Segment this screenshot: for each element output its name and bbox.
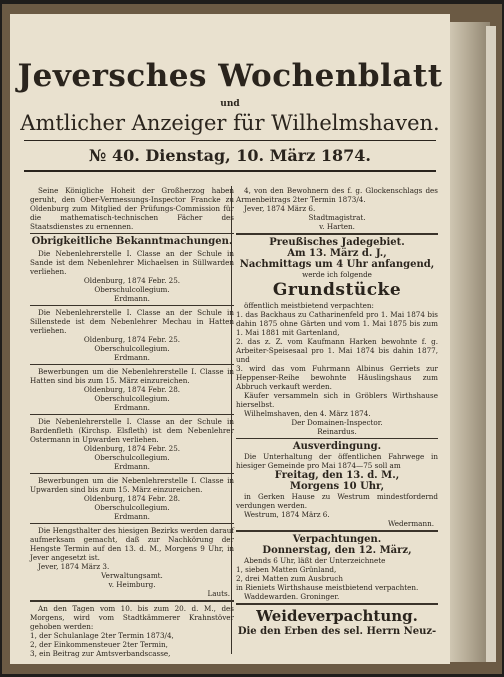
text-line: Erdmann. [114,512,150,521]
paragraph: in Gerken Hause zu Westrum mindestfordernd verdungen werden. [236,492,438,510]
heading: Morgens 10 Uhr, [289,481,385,492]
text-line: v. Heimburg. [108,580,156,589]
text-line: Verwaltungsamt. [101,571,163,580]
paragraph: 4, von den Bewohnern des f. g. Glockenschlags des Armenbeitrags 2ter Termin 1873/4. [236,186,438,204]
text-line: Erdmann. [114,462,150,471]
paragraph: Seine Königliche Hoheit der Großherzog haben geruht, den Ober-Vermessungs-Inspector Francke zu Oldenburg zum Mitglied der Prüfungs-Commission für die mathematisch-technischen Fächer des Staatsdienstes zu ernennen. [30,186,234,231]
text-line: werde ich folgende [302,270,372,279]
heading: Donnerstag, den 12. März, [262,545,412,556]
text-line: Erdmann. [114,294,150,303]
text-line: Oldenburg, 1874 Febr. 28. [83,385,181,394]
paragraph: Die Nebenlehrerstelle I. Classe an der Schule in Sande ist dem Nebenlehrer Michaelsen in Süllwarden verliehen. [30,249,234,276]
paragraph: Die Hengsthalter des hiesigen Bezirks werden darauf aufmerksam gemacht, daß zur Nachkörung der Hengste Termin auf den 13. d. M., Morgens 9 Uhr, in Jever angesetzt ist. [30,526,234,562]
text-line: v. Harten. [319,222,355,231]
masthead-und: und [220,99,240,109]
paragraph: An den Tagen vom 10. bis zum 20. d. M., des Morgens, wird vom Stadtkämmerer Krahnstöver gehoben werden: 1, der Schulanlage 2ter Termin 1873/4, 2, der Einkommensteuer 2ter Termin, 3, ein Beitrag zur Amtsverbandscasse, [30,604,234,658]
paragraph: Die Unterhaltung der öffentlichen Fahrwege in hiesiger Gemeinde pro Mai 1874—75 soll am [236,452,438,470]
text-line: Erdmann. [114,403,150,412]
section-divider [236,438,438,439]
text-line: Oldenburg, 1874 Febr. 25. [83,335,181,344]
text-line: Oldenburg, 1874 Febr. 28. [83,494,181,503]
text-line: Oberschulcollegium. [94,285,170,294]
paragraph: Die Nebenlehrerstelle I. Classe an der Schule in Sillenstede ist dem Nebenlehrer Mechau in Hatten verliehen. [30,308,234,335]
text-line: Der Domainen-Inspector. [291,418,383,427]
text-line: Oberschulcollegium. [94,344,170,353]
text-line: Oberschulcollegium. [94,453,170,462]
paragraph: Bewerbungen um die Nebenlehrerstelle I. Classe in Upwarden sind bis zum 15. März einzureichen. [30,476,234,494]
heading: Ausverdingung. [292,441,382,452]
masthead-title: Jeversches Wochenblatt [17,58,443,94]
section-divider [30,305,234,306]
heading: Nachmittags um 4 Uhr anfangend, [239,259,435,270]
section-divider [30,600,234,602]
newspaper-page [10,14,450,664]
section-divider [236,603,438,605]
masthead-rule-top [24,140,436,141]
paragraph: Jever, 1874 März 3. [38,562,110,571]
text-line: Reinardus. [317,427,357,436]
heading: Die den Erben des sel. Herrn Neuz- [237,626,437,637]
heading: Grundstücke [272,280,402,300]
text-line: Oldenburg, 1874 Febr. 25. [83,276,181,285]
page-edge [450,22,490,662]
text-line: Lauts. [207,589,230,598]
section-divider [30,233,234,234]
heading: Preußisches Jadegebiet. [269,237,405,248]
heading: Verpachtungen. [292,534,382,545]
section-divider [30,523,234,524]
paragraph: Waddewarden. Groninger. [244,592,340,601]
right-column [236,186,438,637]
text-line: Wedermann. [388,519,434,528]
text-line: Stadtmagistrat. [308,213,366,222]
paragraph: Die Nebenlehrerstelle I. Classe an der Schule in Bardenfleth (Kirchsp. Elsfleth) ist dem Nebenlehrer Ostermann in Upwarden verliehen. [30,417,234,444]
text-line: Oldenburg, 1874 Febr. 25. [83,444,181,453]
section-divider [236,233,438,235]
left-column [30,186,234,658]
section-divider [236,530,438,532]
section-divider [30,364,234,365]
paragraph: Bewerbungen um die Nebenlehrerstelle I. Classe in Hatten sind bis zum 15. März einzureichen. [30,367,234,385]
paragraph: Abends 6 Uhr, läßt der Unterzeichnete 1, sieben Matten Grünland, 2, drei Matten zum Ausbruch in Rieniets Wirthshause meistbietend verpachten. [236,556,419,592]
heading: Am 13. März d. J., [287,248,387,259]
text-line: Erdmann. [114,353,150,362]
page-edge-highlight [486,26,496,662]
masthead-subtitle: Amtlicher Anzeiger für Wilhelmshaven. [20,111,440,135]
masthead-rule-bottom [24,170,436,172]
text-line: Oberschulcollegium. [94,503,170,512]
paragraph: Westrum, 1874 März 6. [244,510,330,519]
heading: Freitag, den 13. d. M., [274,470,400,481]
issue-line: № 40. Dienstag, 10. März 1874. [89,146,371,165]
paragraph: Käufer versammeln sich in Gröblers Wirthshause hierselbst. [236,391,438,409]
heading: Weideverpachtung. [256,607,418,625]
section-divider [30,414,234,415]
paragraph: öffentlich meistbietend verpachten: 1. das Backhaus zu Catharinenfeld pro 1. Mai 1874 bis dahin 1875 ohne Gärten und vom 1. Mai 1875 bis zum 1. Mai 1881 mit Gartenland, 2. das z. Z. vom Kaufmann Harken bewohnte f. g. Arbeiter-Speisesaal pro 1. Mai 1874 bis dahin 1877, und 3. wird das vom Fuhrmann Albinus Gerriets zur Heppenser-Reihe bewohnte Häuslingshaus zum Abbruch verkauft werden. [236,301,438,391]
section-divider [30,473,234,474]
text-line: Oberschulcollegium. [94,394,170,403]
heading: Obrigkeitliche Bekanntmachungen. [31,236,233,247]
paragraph: Wilhelmshaven, den 4. März 1874. [244,409,371,418]
paragraph: Jever, 1874 März 6. [244,204,316,213]
